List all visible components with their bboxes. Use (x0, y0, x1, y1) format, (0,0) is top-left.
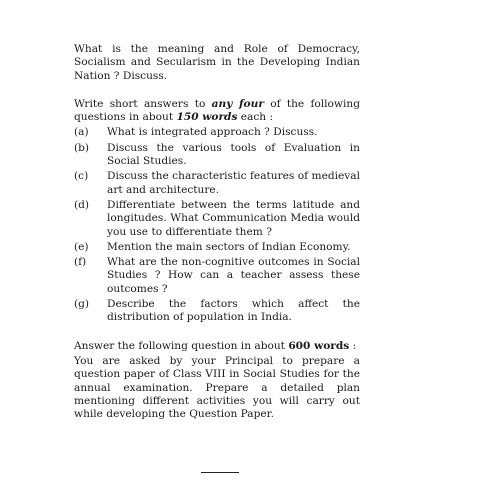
item-label: (a) (74, 126, 89, 139)
long-answer-instruction (74, 340, 360, 353)
item-text: Differentiate between the terms latitude and longitudes. What Communication Media would you use to differentiate them ? (107, 198, 360, 238)
item-text: What is integrated approach ? Discuss. (107, 126, 318, 139)
short-answer-list (74, 126, 360, 324)
instruction-text: each : (237, 111, 274, 124)
list-item (74, 298, 360, 325)
item-text: Discuss the characteristic features of medieval art and architecture. (107, 170, 360, 196)
list-item (74, 199, 360, 239)
item-text: Mention the main sectors of Indian Economy. (107, 240, 351, 253)
item-label: (d) (74, 198, 90, 211)
list-item (74, 126, 360, 139)
item-text: Describe the factors which affect the distribution of population in India. (107, 298, 360, 324)
list-item (74, 256, 360, 296)
long-answer-question: You are asked by your Principal to prepare a question paper of Class VIII in Social Studies for the annual examination. Prepare a detailed plan mentioning different activities you will carry out while developing the Question Paper. (74, 354, 360, 421)
instruction-emphasis: any four (211, 97, 264, 110)
list-item (74, 170, 360, 197)
item-label: (c) (74, 170, 89, 183)
instruction-word-count: 150 words (176, 111, 238, 124)
item-label: (b) (74, 141, 90, 154)
item-label: (e) (74, 240, 89, 253)
item-label: (g) (74, 298, 90, 311)
instruction-text: of the following questions in about (74, 97, 360, 124)
instruction-text: Answer the following question in about (74, 339, 289, 352)
list-item (74, 241, 360, 254)
exam-page (74, 43, 360, 421)
item-label: (f) (74, 256, 87, 269)
list-item (74, 142, 360, 169)
short-answers-instruction (74, 98, 360, 125)
item-text: What are the non-cognitive outcomes in Social Studies ? How can a teacher assess these outcomes ? (107, 256, 360, 295)
end-divider (201, 472, 239, 473)
item-text: Discuss the various tools of Evaluation in Social Studies. (107, 141, 360, 168)
instruction-text: : (349, 339, 357, 352)
instruction-word-count: 600 words (288, 339, 350, 352)
instruction-text: Write short answers to (74, 97, 212, 110)
question-main: What is the meaning and Role of Democracy, Socialism and Secularism in the Developing Indian Nation ? Discuss. (74, 43, 360, 82)
